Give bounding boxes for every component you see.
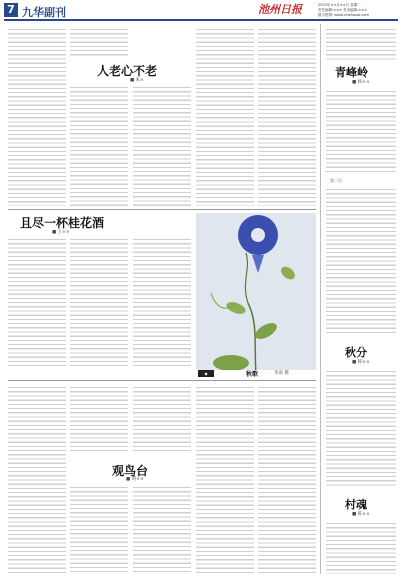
- article-3-author: ■ 胡××: [126, 477, 144, 482]
- masthead-logo: 池州日报: [258, 3, 302, 16]
- article-5-title: 秋分: [345, 346, 367, 359]
- website-line: 数字报网: www.chizhouol.com: [318, 13, 369, 17]
- article-5-author: ■ 韩××: [352, 360, 370, 365]
- sidebar-text-1: [326, 26, 396, 60]
- photo-caption-credit: 李南 摄: [274, 371, 289, 376]
- article-3-col-7: [258, 384, 316, 574]
- article-6-title: 村魂: [345, 498, 367, 511]
- article-1-title: 人老心不老: [97, 64, 158, 78]
- article-1-body-a: [70, 84, 128, 206]
- page-number-box: 7: [4, 3, 18, 17]
- photo-caption-tag: ◆: [198, 370, 214, 377]
- article-3-col-5: [133, 484, 191, 574]
- date-line: 2023年××月××日 星期二: [318, 3, 361, 7]
- photo-morning-glory: [196, 213, 316, 376]
- article-2-col-3: [133, 236, 191, 368]
- article-4-title: 青峰岭: [335, 66, 368, 79]
- article-3-col-4: [70, 484, 128, 574]
- flower-illustration: [196, 213, 316, 376]
- article-1-left-column: [8, 26, 66, 206]
- divider-1: [8, 209, 316, 210]
- article-6-author: ■ 陈××: [352, 512, 370, 517]
- sidebar-text-3: [326, 186, 396, 336]
- article-3-col-1: [8, 384, 66, 574]
- divider-2: [8, 380, 316, 381]
- sidebar-section-mark: 第二页: [330, 178, 342, 183]
- article-3-col-6: [196, 384, 254, 574]
- article-3-title: 观鸟台: [112, 464, 149, 478]
- article-2-author: ■ 王××: [52, 230, 70, 235]
- sidebar-text-4: [326, 368, 396, 488]
- article-1-body-c: [196, 26, 254, 206]
- sidebar-divider: [320, 24, 321, 574]
- article-2-title: 且尽一杯桂花酒: [20, 216, 105, 230]
- article-4-author: ■ 杨××: [352, 80, 370, 85]
- article-2-col-1: [8, 236, 66, 368]
- sidebar-text-5: [326, 520, 396, 574]
- article-1-body-b: [133, 84, 191, 206]
- header-rule: [4, 19, 398, 21]
- article-2-col-2: [70, 236, 128, 368]
- photo-caption-title: 秋歌: [246, 371, 259, 378]
- article-3-col-2: [70, 384, 128, 454]
- section-title: 九华副刊: [22, 6, 66, 19]
- sidebar-text-2: [326, 88, 396, 174]
- article-1-mid-column: [70, 26, 128, 56]
- article-1-author: ■ 朱×: [130, 78, 144, 83]
- editor-line: 责任编辑:××× 美术编辑:×××: [318, 8, 368, 12]
- article-1-body-d: [258, 26, 316, 206]
- article-3-col-3: [133, 384, 191, 454]
